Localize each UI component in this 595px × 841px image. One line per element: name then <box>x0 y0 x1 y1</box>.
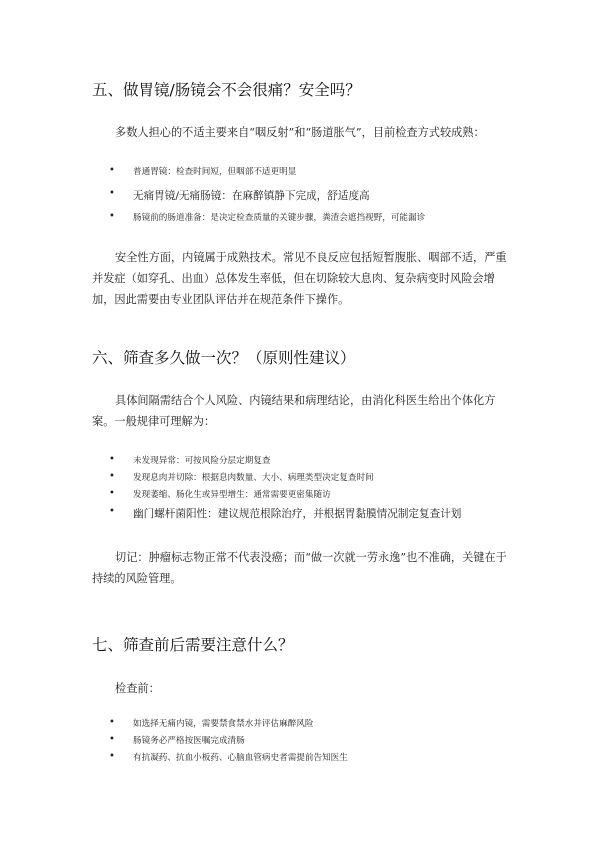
list-item: • 无痛胃镜/无痛肠镜：在麻醉镇静下完成，舒适度高 <box>109 188 370 202</box>
bullet-icon: • <box>109 488 115 499</box>
section-6-intro: 具体间隔需结合个人风险、内镜结果和病理结论，由消化科医生给出个体化方案。一般规律可理解为： <box>92 394 496 428</box>
section-6-closing: 切记：肿瘤标志物正常不代表没癌；而“做一次就一劳永逸”也不准确，关键在于持续的风险管理。 <box>92 551 507 585</box>
section-5-heading: 五、做胃镜/肠镜会不会很痛？安全吗？ <box>92 81 361 99</box>
list-item: • 幽门螺杆菌阳性：建议规范根除治疗，并根据胃黏膜情况制定复查计划 <box>109 506 462 520</box>
bullet-icon: • <box>109 506 115 517</box>
list-item: • 未发现异常：可按风险分层定期复查 <box>109 454 271 466</box>
bullet-icon: • <box>109 471 115 482</box>
list-item: • 发现息肉并切除：根据息肉数量、大小、病理类型决定复查时间 <box>109 471 374 483</box>
list-item: • 肠镜务必严格按医嘱完成清肠 <box>109 734 245 746</box>
list-item: • 有抗凝药、抗血小板药、心脑血管病史者需提前告知医生 <box>109 751 348 763</box>
section-5-intro: 多数人担心的不适主要来自“咽反射”和“肠道胀气”，目前检查方式较成熟： <box>115 126 485 139</box>
list-item: • 如选择无痛内镜，需要禁食禁水并评估麻醉风险 <box>109 717 314 729</box>
bullet-icon: • <box>109 717 115 728</box>
bullet-icon: • <box>109 165 115 176</box>
bullet-icon: • <box>109 454 115 465</box>
bullet-icon: • <box>109 751 115 762</box>
list-item: • 发现萎缩、肠化生或异型增生：通常需要更密集随访 <box>109 488 331 500</box>
section-5-closing: 安全性方面，内镜属于成熟技术。常见不良反应包括短暂腹胀、咽部不适，严重并发症（如穿孔、出血）总体发生率低，但在切除较大息肉、复杂病变时风险会增加，因此需要由专业团队评估并在规范条件下操作。 <box>92 251 507 306</box>
bullet-icon: • <box>109 188 115 199</box>
section-7-intro: 检查前： <box>115 682 160 695</box>
bullet-icon: • <box>109 734 115 745</box>
list-item: • 普通胃镜：检查时间短，但咽部不适更明显 <box>109 165 297 177</box>
section-7-heading: 七、筛查前后需要注意什么？ <box>92 636 294 654</box>
bullet-icon: • <box>109 211 115 222</box>
list-item: • 肠镜前的肠道准备：是决定检查质量的关键步骤，粪渣会遮挡视野，可能漏诊 <box>109 211 426 223</box>
section-6-heading: 六、筛查多久做一次？（原则性建议） <box>92 349 356 367</box>
